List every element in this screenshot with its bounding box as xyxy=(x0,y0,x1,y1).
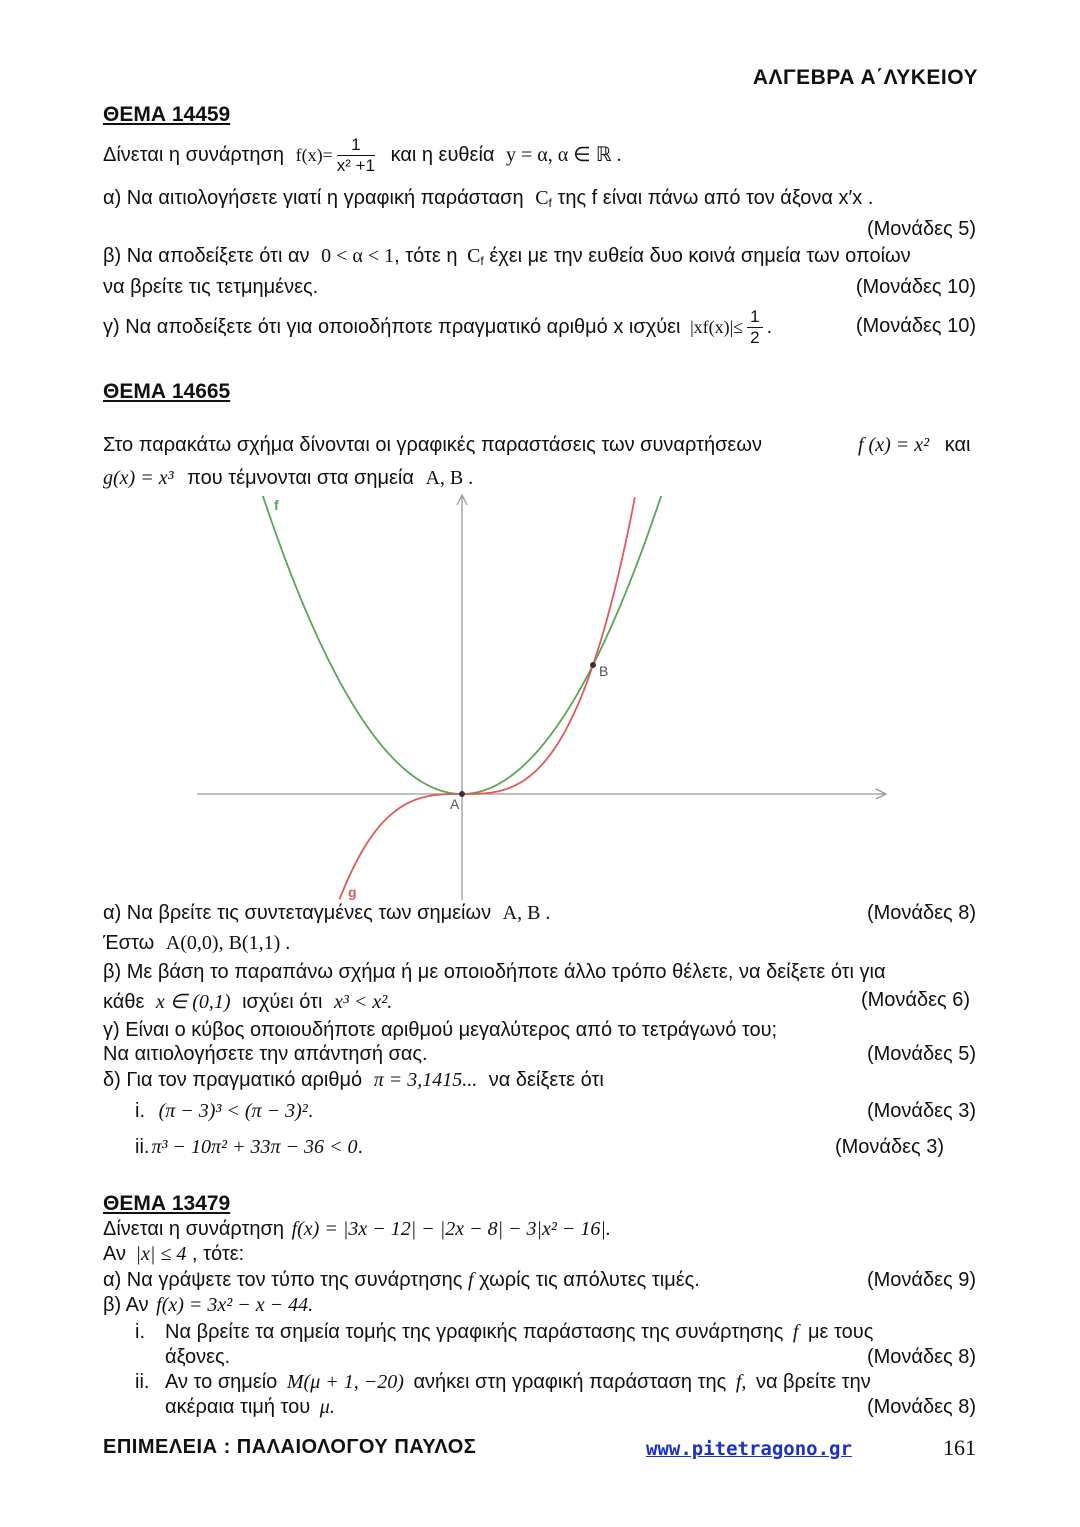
theme-title-14459: ΘΕΜΑ 14459 xyxy=(103,103,231,126)
theme1-qb-points: (Μονάδες 10) xyxy=(855,276,976,298)
theme2-intro-line1: Στο παρακάτω σχήμα δίνονται οι γραφικές παραστάσεις των συναρτήσεων xyxy=(103,434,762,456)
theme1-question-b: β) Να αποδείξετε ότι αν 0 < α < 1, τότε η $C_f$ έχει με την ευθεία δυο κοινά σημεία των οποίων xyxy=(103,245,911,268)
theme2-question-d-ii: ii. π³ − 10π² + 33π − 36 < 0. xyxy=(135,1136,364,1158)
theme2-question-b: β) Με βάση το παραπάνω σχήμα ή με οποιοδήποτε άλλο τρόπο θέλετε, να δείξετε ότι για xyxy=(103,961,886,983)
theme3-question-b: β) Αν f(x) = 3x² − x − 44. xyxy=(103,1294,314,1316)
theme3-qb-i-label: i. xyxy=(135,1321,145,1343)
curve-g xyxy=(340,497,635,899)
theme2-question-c: γ) Είναι ο κύβος οποιουδήποτε αριθμού μεγαλύτερος από το τετράγωνό του; xyxy=(103,1019,778,1041)
curve-label-f: f xyxy=(274,497,279,513)
curve-label-g: g xyxy=(348,884,357,900)
point-A xyxy=(459,791,465,797)
theme-title-14665: ΘΕΜΑ 14665 xyxy=(103,380,231,403)
theme3-question-a: α) Να γράψετε τον τύπο της συνάρτησης f χωρίς τις απόλυτες τιμές. xyxy=(103,1269,700,1291)
page-header-title: ΑΛΓΕΒΡΑ Α΄ΛΥΚΕΙΟΥ xyxy=(752,66,978,89)
theme1-question-b-cont: να βρείτε τις τετμημένες. xyxy=(103,276,319,298)
footer-editor: ΕΠΙΜΕΛΕΙΑ : ΠΑΛΑΙΟΛΟΓΟΥ ΠΑΥΛΟΣ xyxy=(103,1436,477,1458)
theme2-question-a: α) Να βρείτε τις συντεταγμένες των σημείων A, B . xyxy=(103,902,551,924)
theme3-qb-i-points: (Μονάδες 8) xyxy=(866,1346,976,1368)
theme3-qb-ii-label: ii. xyxy=(135,1371,150,1393)
half-fraction: $\frac{1}{2}$ xyxy=(747,307,762,348)
theme2-question-c-cont: Να αιτιολογήσετε την απάντησή σας. xyxy=(103,1043,428,1065)
theme2-question-d-i: i. (π − 3)³ < (π − 3)². xyxy=(135,1100,314,1122)
theme1-qa-points: (Μονάδες 5) xyxy=(866,218,976,240)
theme2-qd-ii-points: (Μονάδες 3) xyxy=(834,1136,944,1158)
theme3-condition: Αν |x| ≤ 4 , τότε: xyxy=(103,1243,245,1265)
theme3-qb-ii-points: (Μονάδες 8) xyxy=(866,1396,976,1418)
footer-website-link[interactable]: www.pitetragono.gr xyxy=(646,1438,852,1460)
theme2-question-d: δ) Για τον πραγματικό αριθμό π = 3,1415... να δείξετε ότι xyxy=(103,1069,604,1091)
point-label-B: B xyxy=(599,663,609,679)
theme3-qb-ii-cont: ακέραια τιμή του μ. xyxy=(165,1396,335,1418)
page-number: 161 xyxy=(943,1435,976,1460)
theme1-question-c: γ) Να αποδείξετε ότι για οποιοδήποτε πραγματικό αριθμό x ισχύει |xf(x)|≤ $\frac{1}{2}$ . xyxy=(103,307,773,348)
theme2-intro-line2: g(x) = x³ που τέμνονται στα σημεία A, B . xyxy=(103,467,474,489)
theme3-qa-points: (Μονάδες 9) xyxy=(866,1269,976,1291)
theme3-qb-i-cont: άξονες. xyxy=(165,1346,231,1368)
theme2-f-def: f (x) = x² και xyxy=(858,434,971,456)
theme2-qa-points: (Μονάδες 8) xyxy=(866,902,976,924)
theme2-let: Έστω A(0,0), B(1,1) . xyxy=(103,932,291,954)
theme1-intro: Δίνεται η συνάρτηση f(x)= $\frac{1}{\text{x² +1}}$ και η ευθεία y = α, α ∈ ℝ . xyxy=(103,135,622,176)
theme2-qb-points: (Μονάδες 6) xyxy=(860,989,970,1011)
theme2-question-b-cont: κάθε x ∈ (0,1) ισχύει ότι x³ < x². xyxy=(103,991,393,1013)
theme3-intro: Δίνεται η συνάρτηση f(x) = |3x − 12| − |2x − 8| − 3|x² − 16|. xyxy=(103,1218,611,1240)
point-B xyxy=(590,662,596,668)
theme3-qb-ii: Αν το σημείο M(μ + 1, −20) ανήκει στη γραφική παράσταση της f, να βρείτε την xyxy=(165,1371,871,1393)
theme2-qd-i-points: (Μονάδες 3) xyxy=(866,1100,976,1122)
point-label-A: A xyxy=(450,796,460,812)
theme-title-13479: ΘΕΜΑ 13479 xyxy=(103,1192,231,1215)
function-fraction: $\frac{1}{\text{x² +1}}$ xyxy=(336,135,375,176)
theme1-qc-points: (Μονάδες 10) xyxy=(855,315,976,337)
theme2-qc-points: (Μονάδες 5) xyxy=(866,1043,976,1065)
theme1-question-a: α) Να αιτιολογήσετε γιατί η γραφική παράσταση $C_f$ της f είναι πάνω από τον άξονα x′x . xyxy=(103,187,874,210)
theme3-qb-i: Να βρείτε τα σημεία τομής της γραφικής παράστασης της συνάρτησης f με τους xyxy=(165,1321,874,1343)
